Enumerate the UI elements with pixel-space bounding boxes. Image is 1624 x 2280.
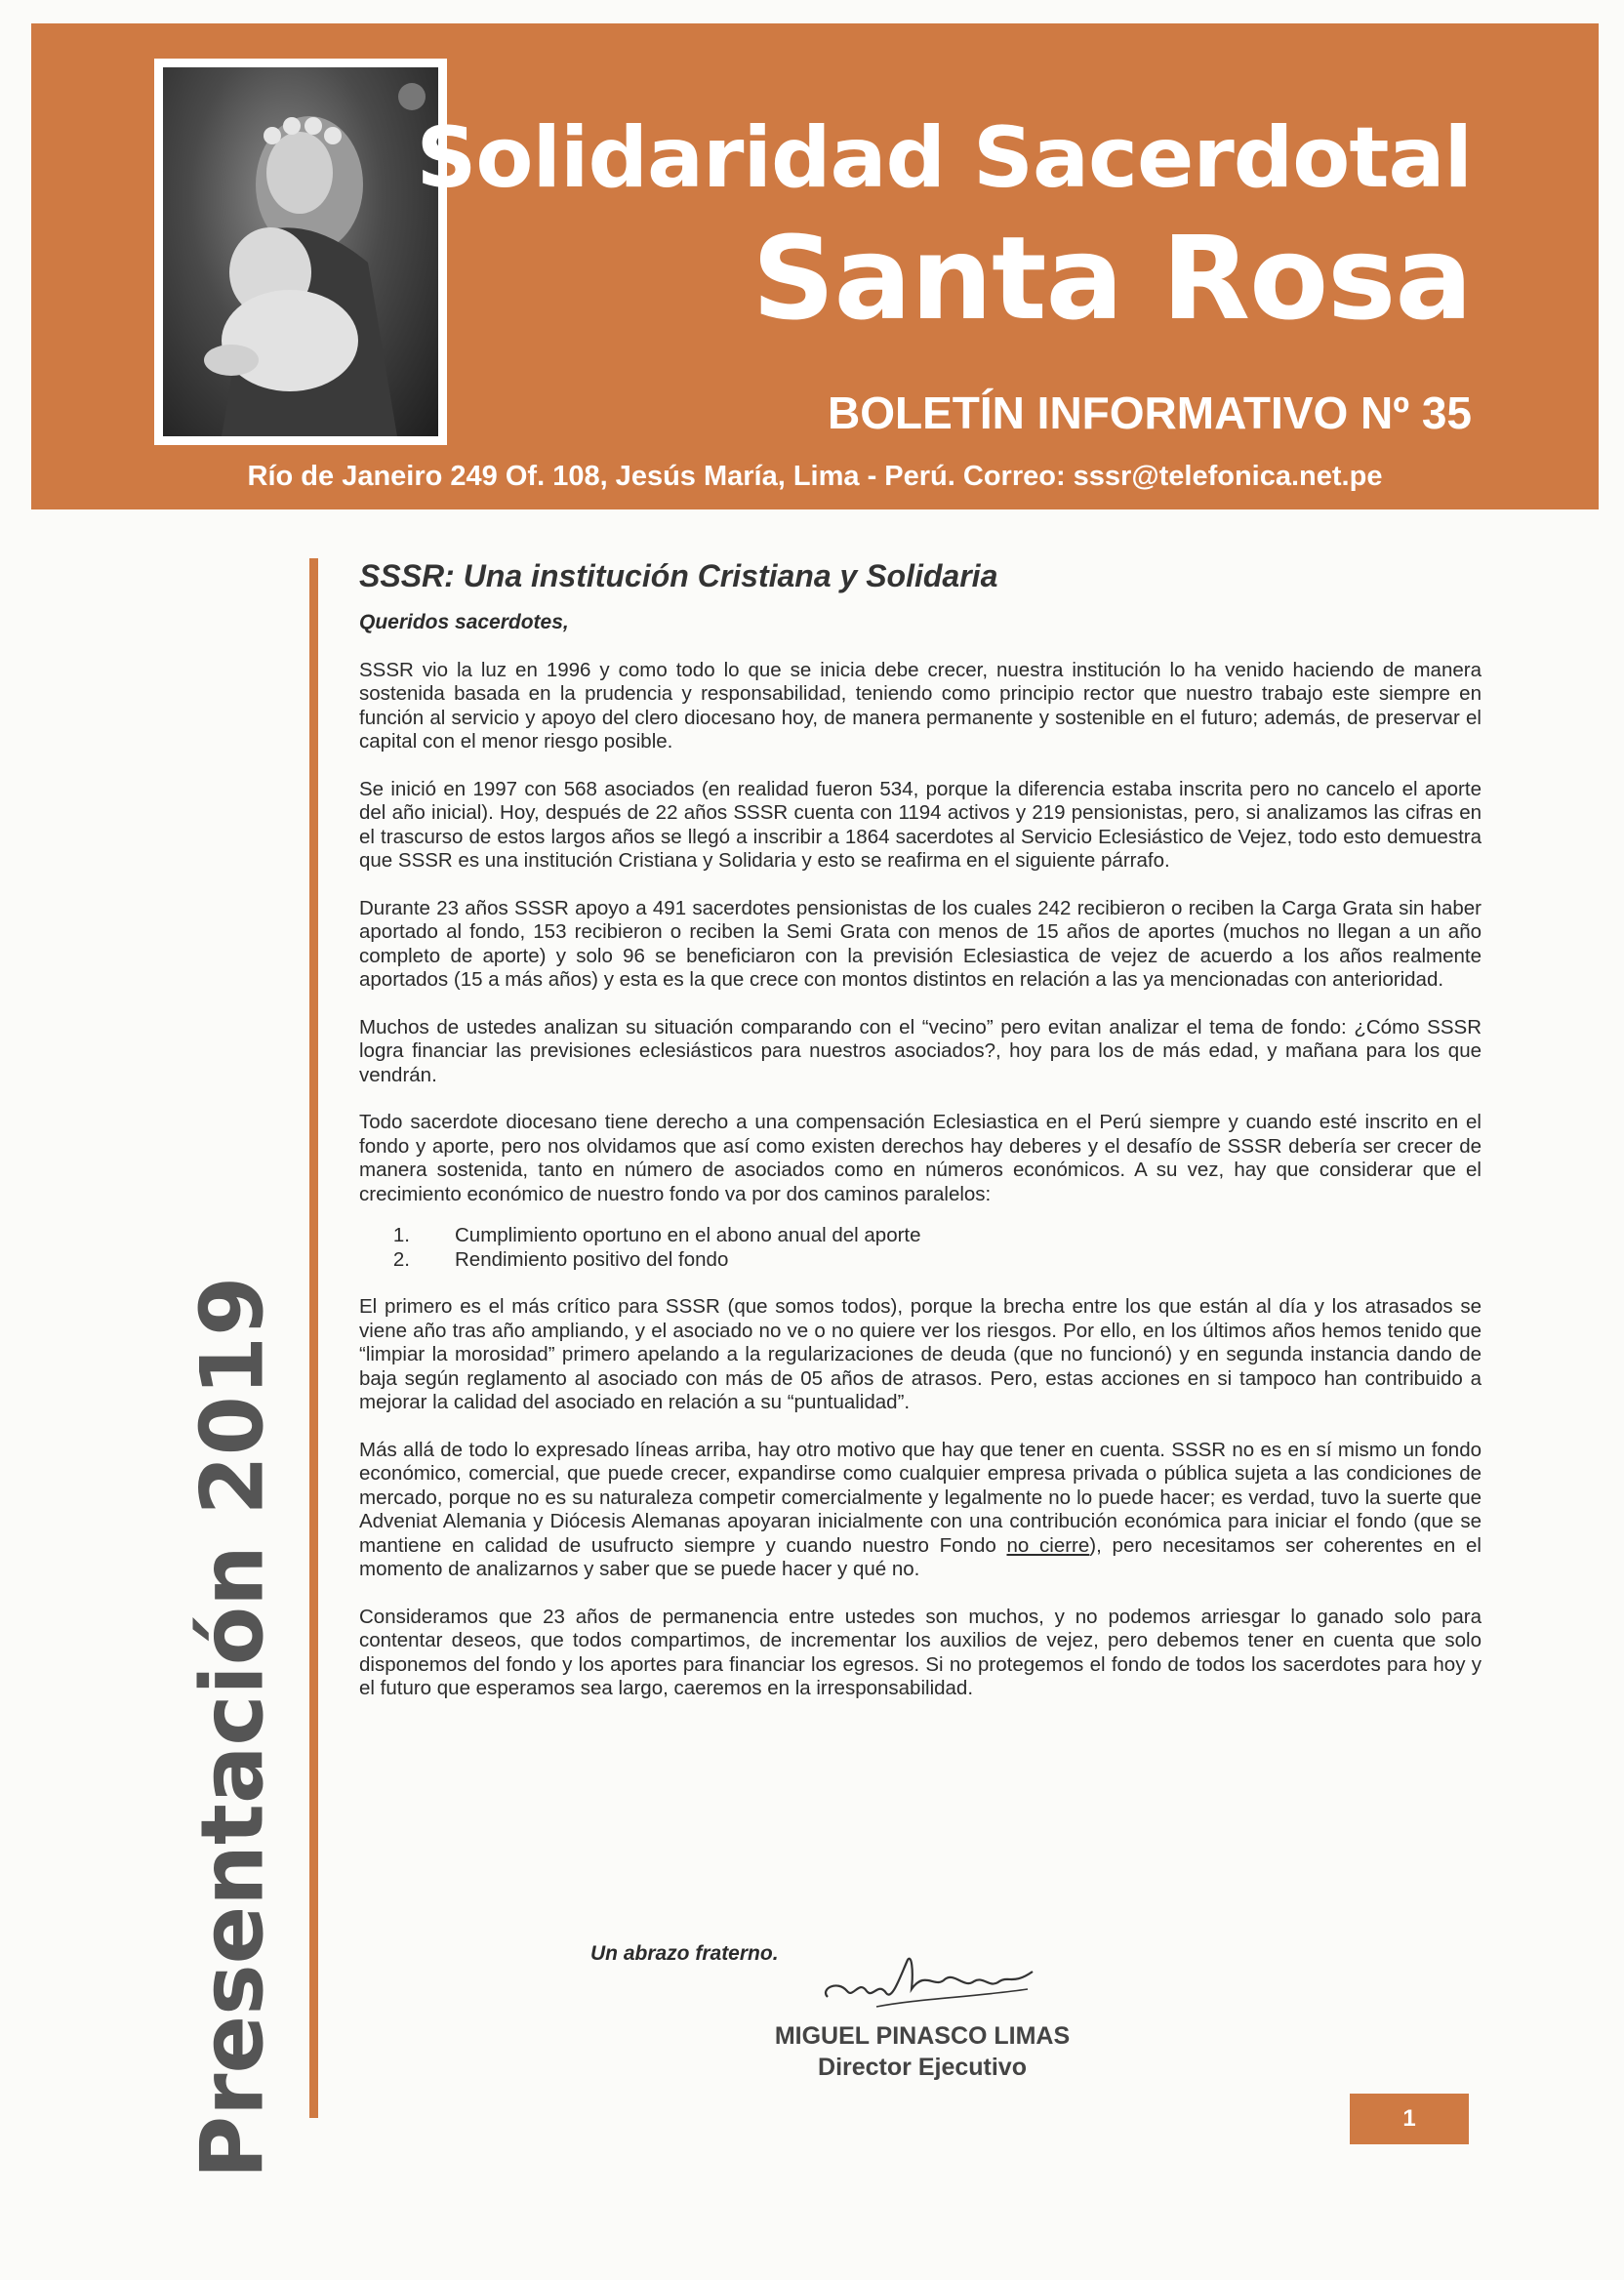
paragraph-8: Consideramos que 23 años de permanencia entre ustedes son muchos, y no podemos arriesgar lo ganado solo para contentar deseos, que todos compartimos, de incrementar los auxilios de vejez, pero debemos tener en cuenta que solo disponemos del fondo y los aportes para financiar los egresos. Si no protegemos el fondo de todos los sacerdotes para hoy y el futuro que esperamos sea largo, caeremos en la irresponsabilidad. <box>359 1605 1482 1699</box>
paragraph-3: Durante 23 años SSSR apoyo a 491 sacerdotes pensionistas de los cuales 242 recibieron o reciben la Carga Grata sin haber aportado al fondo, 153 recibieron o reciben la Semi Grata con menos de 15 años de aportes (muchos no llegan a un año completo de aporte) y solo 96 se beneficiaron con la previsión Eclesiastica de vejez de acuerdo a los años realmente aportados (15 a más años) y esta es la que crece con montos distintos en relación a las ya mencionadas con anterioridad. <box>359 896 1482 991</box>
list-item <box>359 1248 1482 1273</box>
vertical-divider <box>309 558 318 2118</box>
paragraph-7-start: Más allá de todo lo expresado líneas arriba, hay otro motivo que hay que tener en cuenta. SSSR no es en sí mismo un fondo económico, comercial, que puede crecer, expandirse como cualquier empresa privada o pública sujeta a las condiciones de mercado, porque no es su naturaleza competir comercialmente y legalmente no lo puede hacer; es verdad, tuvo la suerte que Adveniat Alemania y Diócesis Alemanas apoyaran inicialmente con una contribución económica para iniciar el fondo (que se mantiene en calidad de usufructo siempre y cuando nuestro Fondo <box>359 1438 1482 1557</box>
paragraph-6: El primero es el más crítico para SSSR (que somos todos), porque la brecha entre los que están al día y los atrasados se viene año tras año ampliando, y el asociado no ve o no quiere ver los riesgos. Por ello, en los últimos años hemos tenido que “limpiar la morosidad” primero apelando a la regularizaciones de deuda (que no funcionó) y en segunda instancia dando de baja según reglamento al asociado con más de 05 años de atrasos. Pero, estas acciones en si tampoco han contribuido a mejorar la calidad del asociado en relación a su “puntualidad”. <box>359 1295 1482 1413</box>
handwritten-signature <box>818 1950 1042 2018</box>
paragraph-1: SSSR vio la luz en 1996 y como todo lo que se inicia debe crecer, nuestra institución lo ha venido haciendo de manera sostenida basada en la prudencia y responsabilidad, teniendo como principio rector que nuestro trabajo este siempre en función al servicio y apoyo del clero diocesano hoy, de manera permanente y sostenible en el futuro; además, de preservar el capital con el menor riesgo posible. <box>359 658 1482 753</box>
paragraph-7-underlined: no cierre <box>1006 1533 1090 1557</box>
list-item-number: 2. <box>392 1247 410 1271</box>
page-number: 1 <box>1350 2094 1469 2144</box>
side-title-text: Presentación 2019 <box>182 1276 283 2179</box>
list-item-text: Cumplimiento oportuno en el abono anual del aporte <box>455 1224 921 1246</box>
signer-block <box>761 2020 1083 2083</box>
growth-paths-list <box>359 1224 1482 1272</box>
article-body <box>359 556 1482 1725</box>
bulletin-number: BOLETÍN INFORMATIVO Nº 35 <box>828 387 1472 438</box>
list-item-number: 1. <box>392 1224 410 1246</box>
list-item <box>359 1224 1482 1248</box>
article-title: SSSR: Una institución Cristiana y Solidaria <box>359 558 998 593</box>
virgin-and-child-icon <box>163 67 438 436</box>
greeting: Queridos sacerdotes, <box>359 611 569 633</box>
header-title-line1: Solidaridad Sacerdotal <box>416 109 1472 207</box>
paragraph-5: Todo sacerdote diocesano tiene derecho a una compensación Eclesiastica en el Perú siempre y cuando esté inscrito en el fondo y aporte, pero nos olvidamos que así como existen derechos hay deberes y el desafío de SSSR debería ser crecer de manera sostenida, tanto en número de asociados como en números económicos. A su vez, hay que considerar que el crecimiento económico de nuestro fondo va por dos caminos paralelos: <box>359 1111 1482 1205</box>
contact-address: Río de Janeiro 249 Of. 108, Jesús María, Lima - Perú. Correo: sssr@telefonica.net.pe <box>247 461 1383 492</box>
header-banner <box>31 23 1599 509</box>
paragraph-4: Muchos de ustedes analizan su situación comparando con el “vecino” pero evitan analizar el tema de fondo: ¿Cómo SSSR logra financiar las previsiones eclesiásticos para nuestros asociados?, hoy para los de más edad, y mañana para los que vendrán. <box>359 1015 1482 1086</box>
closing-salutation: Un abrazo fraterno. <box>590 1942 779 1965</box>
virgin-and-child-illustration <box>163 67 438 436</box>
header-photo-frame <box>154 59 447 445</box>
header-title-line2: Santa Rosa <box>751 211 1472 346</box>
signer-role: Director Ejecutivo <box>818 2054 1027 2081</box>
paragraph-7 <box>359 1439 1482 1582</box>
paragraph-7-end: ), pero necesitamos ser coherentes en el momento de analizarnos y saber que se puede hacer y qué no. <box>359 1533 1482 1580</box>
signer-name: MIGUEL PINASCO LIMAS <box>774 2022 1071 2050</box>
paragraph-2: Se inició en 1997 con 568 asociados (en realidad fueron 534, porque la diferencia estaba inscrita pero no cancelo el aporte del año inicial). Hoy, después de 22 años SSSR cuenta con 1194 activos y 219 pensionistas, pero, si analizamos las cifras en el trascurso de estos largos años se llegó a inscribir a 1864 sacerdotes al Servicio Eclesiástico de Vejez, todo esto demuestra que SSSR es una institución Cristiana y Solidaria y esto se reafirma en el siguiente párrafo. <box>359 777 1482 872</box>
list-item-text: Rendimiento positivo del fondo <box>455 1247 729 1271</box>
